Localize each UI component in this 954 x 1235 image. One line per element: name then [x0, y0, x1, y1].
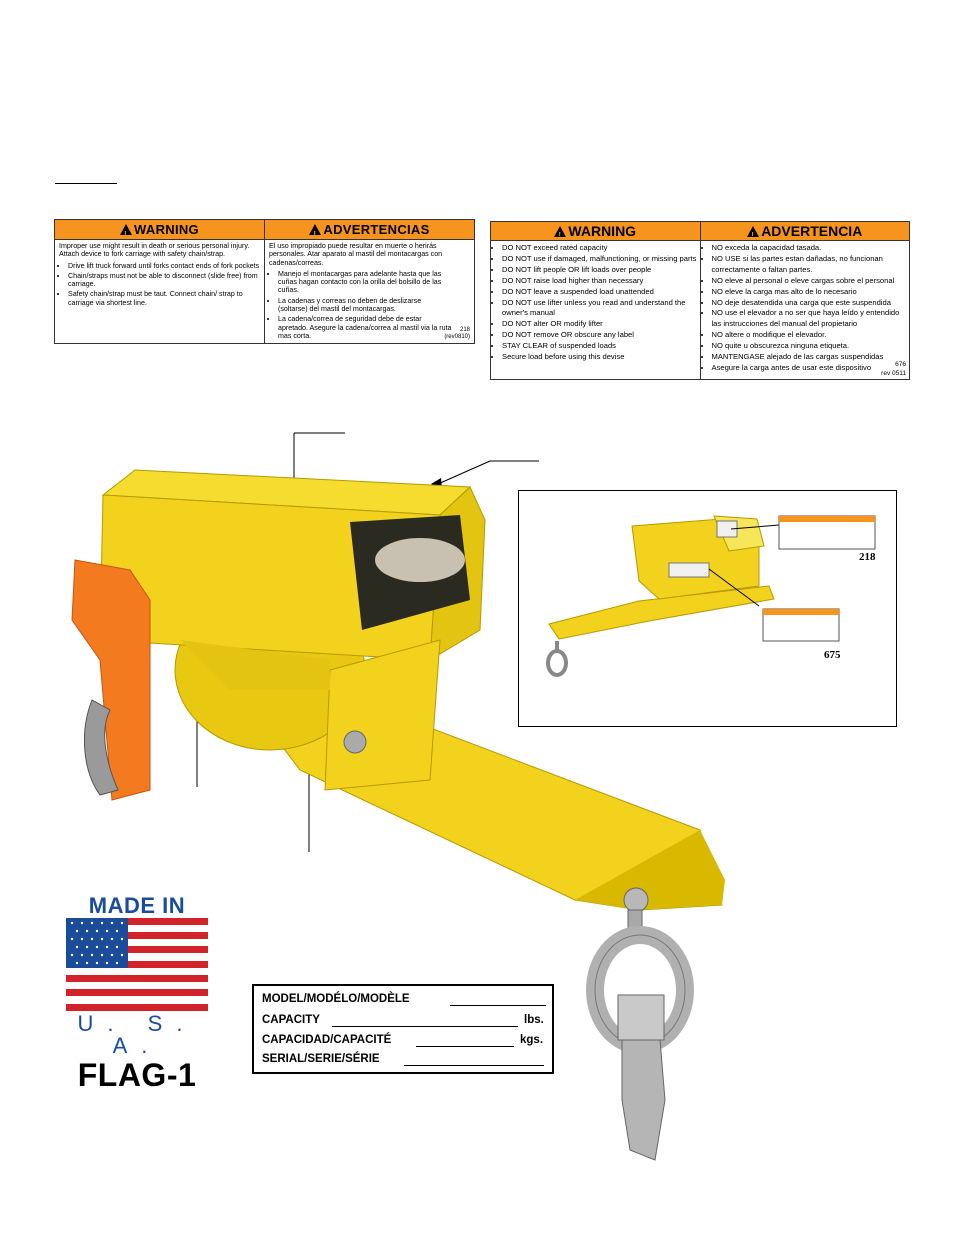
label-218-bullet: • Safety chain/strap must be taut. Connect chain/ strap to carriage via shortest line.	[68, 290, 260, 307]
label-676-bullet: • DO NOT use if damaged, malfunctioning, or missing parts	[502, 254, 697, 265]
label-218-bullet: • La cadenas y correas no deben de deslizarse (soltarse) del mastil del montacargas.	[278, 297, 452, 314]
label-676-bullet: • DO NOT use lifter unless you read and understand the owner's manual	[502, 298, 697, 320]
label-676-bullet: • DO NOT leave a suspended load unattended	[502, 287, 697, 298]
label-676-bullet: • DO NOT exceed rated capacity	[502, 243, 697, 254]
usa-text: U. S. A.	[77, 1011, 197, 1058]
label-676-bullet: • NO altere o modifique el elevador.	[712, 330, 905, 341]
made-in-usa-badge	[66, 893, 208, 1093]
made-in-text: MADE IN	[88, 893, 186, 918]
label-676-bullet: • DO NOT alter OR modify lifter	[502, 319, 697, 330]
label-676-bullet: • DO NOT remove OR obscure any label	[502, 330, 697, 341]
label-676-bullet: • NO eleve la carga mas alto de lo necesario	[712, 287, 905, 298]
inset-photo	[518, 490, 897, 727]
label-218-bullet: • Drive lift truck forward until forks contact ends of fork pockets	[68, 262, 260, 270]
plate-lbs-unit: lbs.	[524, 1014, 544, 1026]
label-676-code: 676 rev 0511	[881, 361, 906, 377]
plate-blank-line	[332, 1026, 518, 1027]
us-flag-icon	[66, 918, 208, 1011]
label-676-bullet: • NO use el elevador a no ser que haya leído y entendido las instrucciones del manual del propietario	[712, 308, 905, 330]
label-218-bullet: • Chain/straps must not be able to disconnect (slide free) from carriage.	[68, 272, 260, 289]
swivel-hook	[595, 888, 685, 1160]
label-676-bullet: • STAY CLEAR of suspended loads	[502, 341, 697, 352]
label-676-bullet: • NO deje desatendida una carga que este suspendida	[712, 298, 905, 309]
label-676-bullet: • NO quite u obscurezca ninguna etiqueta.	[712, 341, 905, 352]
plate-blank-line	[404, 1065, 544, 1066]
label-218-header-en: !WARNING	[55, 220, 265, 239]
label-218-header-es: ! ADVERTENCIAS	[265, 220, 474, 239]
label-676-bullet: • Secure load before using this devise	[502, 352, 697, 363]
safety-strap	[72, 560, 150, 800]
inset-callout-675: 675	[824, 649, 841, 661]
label-676-bullet: • Asegure la carga antes de usar este dispositivo	[712, 363, 905, 374]
label-676-header-en: !WARNING	[491, 222, 701, 240]
inset-callout-218: 218	[859, 551, 876, 563]
label-218-intro-es: El uso impropiado puede resultar en muerte o herirás personales. Atar aparato al mastil del montacargas con cadenas/correas.	[269, 242, 443, 267]
label-218-bullet: • Manejo el montacargas para adelante hasta que las cuñas hagan contacto con la orilla del bolsillo de las cuñas.	[278, 270, 452, 295]
label-218-code: 218 (rev0810)	[444, 327, 470, 340]
label-676-bullet: • DO NOT lift people OR lift loads over people	[502, 265, 697, 276]
model-name: FLAG-1	[77, 1057, 197, 1093]
label-676-bullet: • MANTENGASE alejado de las cargas suspendidas	[712, 352, 905, 363]
label-218-intro-en: Improper use might result in death or serious personal injury. Attach device to fork carriage with safety chain/strap.	[59, 242, 250, 259]
label-218-bullet: • La cadena/correa de seguridad debe de estar apretado. Asegure la cadena/correa al mastil via la ruta mas corta.	[278, 315, 452, 340]
label-676-header-es: ! ADVERTENCIA	[701, 222, 910, 240]
plate-capacity-label: CAPACITY	[262, 1014, 320, 1026]
callout-line	[438, 461, 490, 484]
plate-capacidad-label: CAPACIDAD/CAPACITÉ	[262, 1034, 392, 1046]
label-676-bullet: • NO exceda la capacidad tasada.	[712, 243, 905, 254]
plate-kgs-unit: kgs.	[520, 1034, 544, 1046]
label-676-bullet: • DO NOT raise load higher than necessary	[502, 276, 697, 287]
inset-lifter-drawing	[519, 491, 896, 726]
label-676-bullet: • NO USE si las partes estan dañadas, no funcionan correctamente o faltan partes.	[712, 254, 905, 276]
plate-model-label: MODEL/MODÉLO/MODÈLE	[262, 993, 410, 1005]
plate-serial-label: SERIAL/SERIE/SÉRIE	[262, 1053, 380, 1065]
plate-blank-line	[416, 1046, 514, 1047]
label-676-bullet: • NO eleve al personal o eleve cargas sobre el personal	[712, 276, 905, 287]
plate-blank-line	[450, 1005, 546, 1006]
data-plate	[252, 984, 554, 1074]
